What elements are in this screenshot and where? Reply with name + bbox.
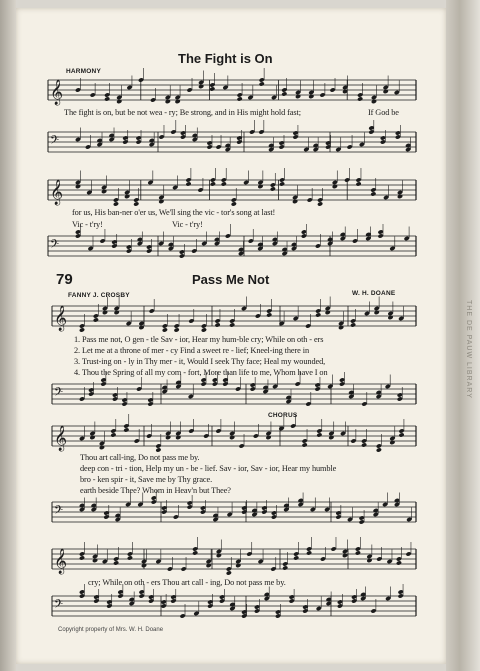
- hymn2-staff-1-treble: [52, 302, 416, 332]
- svg-text:𝄞: 𝄞: [54, 306, 68, 331]
- hymn1-lyric-line1-end: If God be: [368, 108, 399, 117]
- hymn1-victory-2: Vic - t'ry!: [172, 220, 203, 229]
- chorus-line-1: Thou art call-ing, Do not pass me by.: [80, 453, 200, 462]
- hymn2-staff-3-treble: [52, 545, 416, 575]
- hymn-number: 79: [56, 271, 73, 288]
- svg-text:𝄢: 𝄢: [54, 386, 64, 402]
- hymn2-staff-1-bass: [52, 380, 416, 410]
- scan-left-edge: [0, 0, 16, 671]
- hymn1-lyric-line2: for us, His ban-ner o'er us, We'll sing the vic - tor's song at last!: [72, 208, 276, 217]
- svg-text:𝄢: 𝄢: [54, 598, 64, 614]
- hymn1-part-label: HARMONY: [66, 68, 101, 75]
- copyright-note: Copyright property of Mrs. W. H. Doane: [58, 627, 164, 633]
- svg-text:𝄢: 𝄢: [54, 504, 64, 520]
- chorus-label: CHORUS: [268, 412, 298, 419]
- hymn1-staff-2-bass: [48, 232, 416, 262]
- hymn2-title: Pass Me Not: [192, 272, 270, 287]
- hymn2-staff-3-bass: [52, 592, 416, 622]
- chorus-line-3: bro - ken spir - it, Save me by Thy grace.: [80, 475, 213, 484]
- verse-2-line: 2. Let me at a throne of mer - cy Find a sweet re - lief; Kneel-ing there in: [74, 346, 309, 355]
- verse-3-line: 3. Trust-ing on - ly in Thy mer - it, Would I seek Thy face; Heal my wounded,: [74, 357, 326, 366]
- hymn2-author: FANNY J. CROSBY: [68, 292, 130, 299]
- hymn2-staff-2-bass: [52, 498, 416, 528]
- svg-text:𝄢: 𝄢: [50, 134, 60, 150]
- chorus-line-4: earth beside Thee? Whom in Heav'n but Thee?: [80, 486, 231, 495]
- hymn1-staff-1-bass: [48, 128, 416, 158]
- hymn2-composer: W. H. DOANE: [352, 290, 396, 297]
- svg-text:𝄞: 𝄞: [54, 549, 68, 574]
- hymn2-staff-2-treble: [52, 422, 416, 452]
- svg-text:𝄞: 𝄞: [50, 180, 64, 205]
- spine-stamp: THE DE PAUW LIBRARY: [465, 300, 472, 399]
- verse-1-line: 1. Pass me not, O gen - tle Sav - ior, Hear my hum-ble cry; While on oth - ers: [74, 335, 324, 344]
- svg-text:𝄢: 𝄢: [50, 238, 60, 254]
- chorus-line-2: deep con - tri - tion, Help my un - be - lief. Sav - ior, Sav - ior, Hear my humble: [80, 464, 337, 473]
- verse-4-line: 4. Thou the Spring of all my com - fort, More than life to me, Whom have I on: [74, 368, 328, 377]
- svg-text:𝄞: 𝄞: [54, 426, 68, 451]
- hymn1-staff-1-treble: [48, 76, 416, 106]
- hymn1-title: The Fight is On: [178, 51, 273, 66]
- hymn1-staff-2-treble: [48, 176, 416, 206]
- svg-text:𝄞: 𝄞: [50, 80, 64, 105]
- final-lyric-line: cry; While on oth - ers Thou art call - ing, Do not pass me by.: [88, 578, 286, 587]
- hymn1-victory-1: Vic - t'ry!: [72, 220, 103, 229]
- hymn1-lyric-line1: The fight is on, but be not wea - ry; Be strong, and in His might hold fast;: [64, 108, 301, 117]
